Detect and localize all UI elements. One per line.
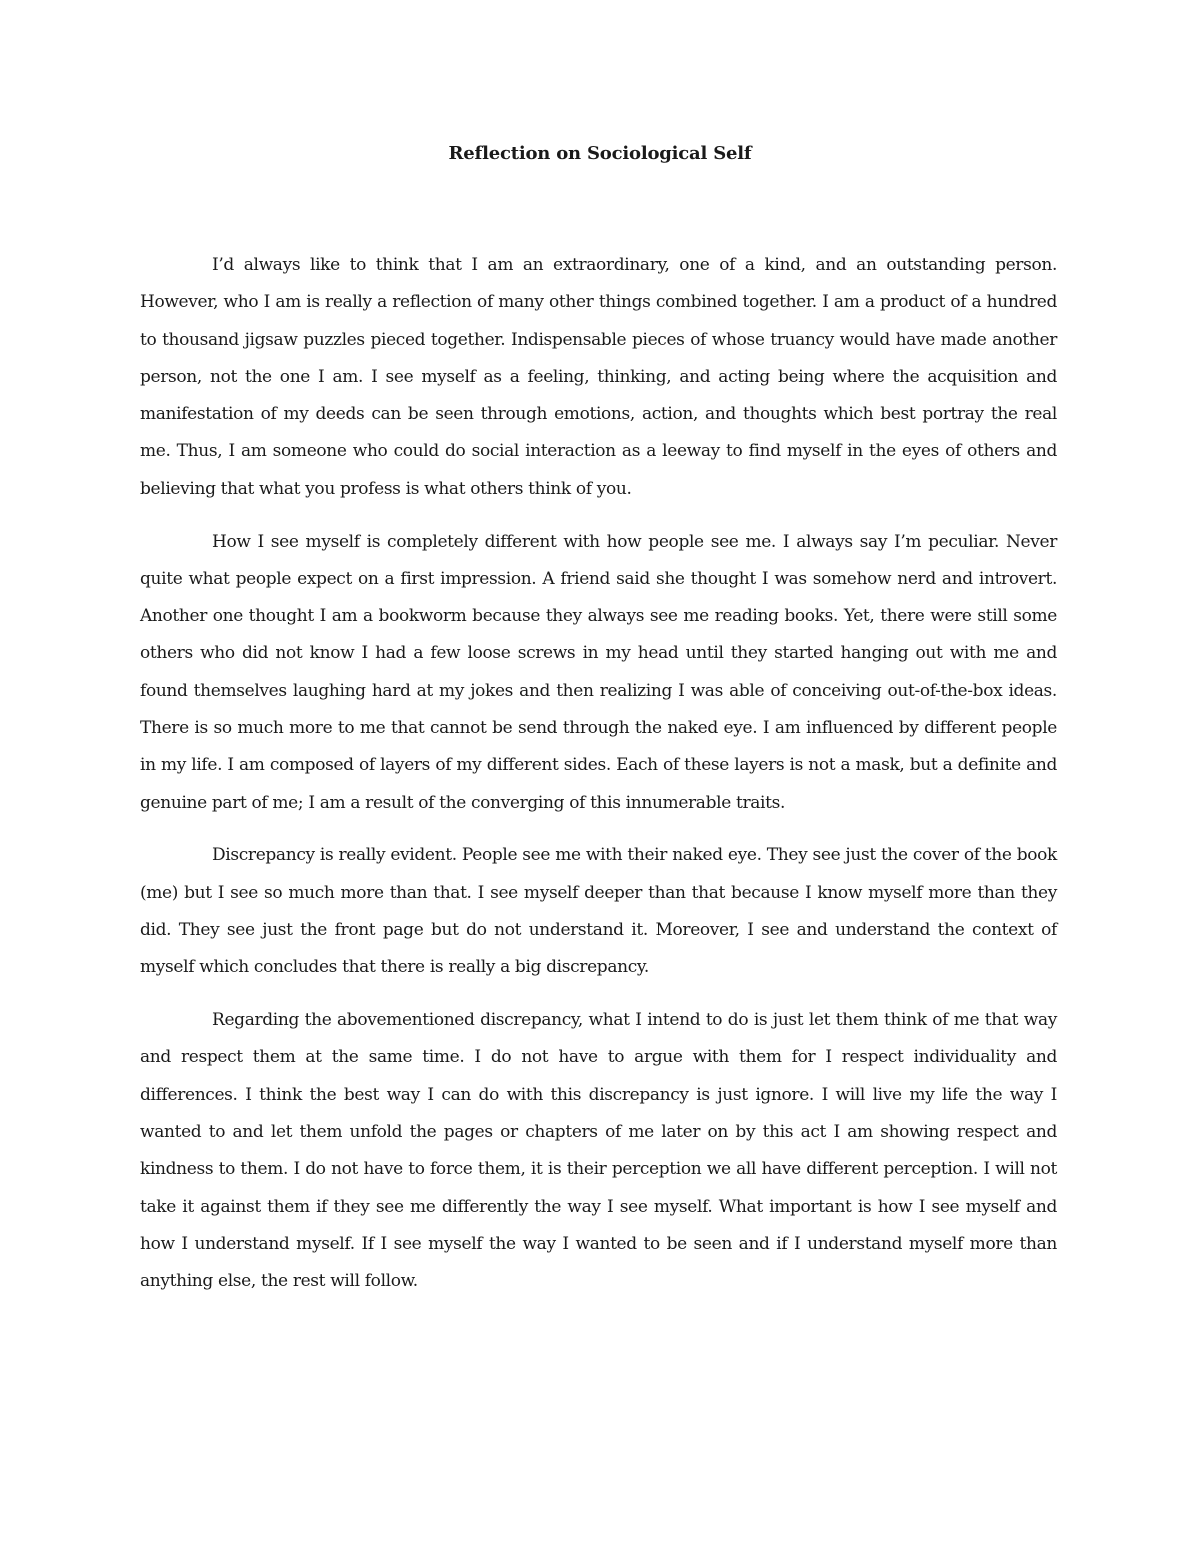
paragraph-1: I’d always like to think that I am an extraordinary, one of a kind, and an outstanding person. However, who I am is really a reflection of many other things combined together. I am a product of a hundred to thousand jigsaw puzzles pieced together. Indispensable pieces of whose truancy would have made another person, not the one I am. I see myself as a feeling, thinking, and acting being where the acquisition and manifestation of my deeds can be seen through emotions, action, and thoughts which best portray the real me. Thus, I am someone who could do social interaction as a leeway to find myself in the eyes of others and believing that what you profess is what others think of you. [140,255,1057,499]
document-title: Reflection on Sociological Self [448,143,752,164]
document-body [140,247,1057,1316]
paragraph-3: Discrepancy is really evident. People see me with their naked eye. They see just the cover of the book (me) but I see so much more than that. I see myself deeper than that because I know myself more than they did. They see just the front page but do not understand it. Moreover, I see and understand the context of myself which concludes that there is really a big discrepancy. [140,845,1057,978]
paragraph-4: Regarding the abovementioned discrepancy, what I intend to do is just let them think of me that way and respect them at the same time. I do not have to argue with them for I respect individuality and differences. I think the best way I can do with this discrepancy is just ignore. I will live my life the way I wanted to and let them unfold the pages or chapters of me later on by this act I am showing respect and kindness to them. I do not have to force them, it is their perception we all have different perception. I will not take it against them if they see me differently the way I see myself. What important is how I see myself and how I understand myself. If I see myself the way I wanted to be seen and if I understand myself more than anything else, the rest will follow. [140,1010,1057,1292]
paragraph-2: How I see myself is completely different with how people see me. I always say I’m peculiar. Never quite what people expect on a first impression. A friend said she thought I was somehow nerd and introvert. Another one thought I am a bookworm because they always see me reading books. Yet, there were still some others who did not know I had a few loose screws in my head until they started hanging out with me and found themselves laughing hard at my jokes and then realizing I was able of conceiving out-of-the-box ideas. There is so much more to me that cannot be send through the naked eye. I am influenced by different people in my life. I am composed of layers of my different sides. Each of these layers is not a mask, but a definite and genuine part of me; I am a result of the converging of this innumerable traits. [140,531,1057,813]
